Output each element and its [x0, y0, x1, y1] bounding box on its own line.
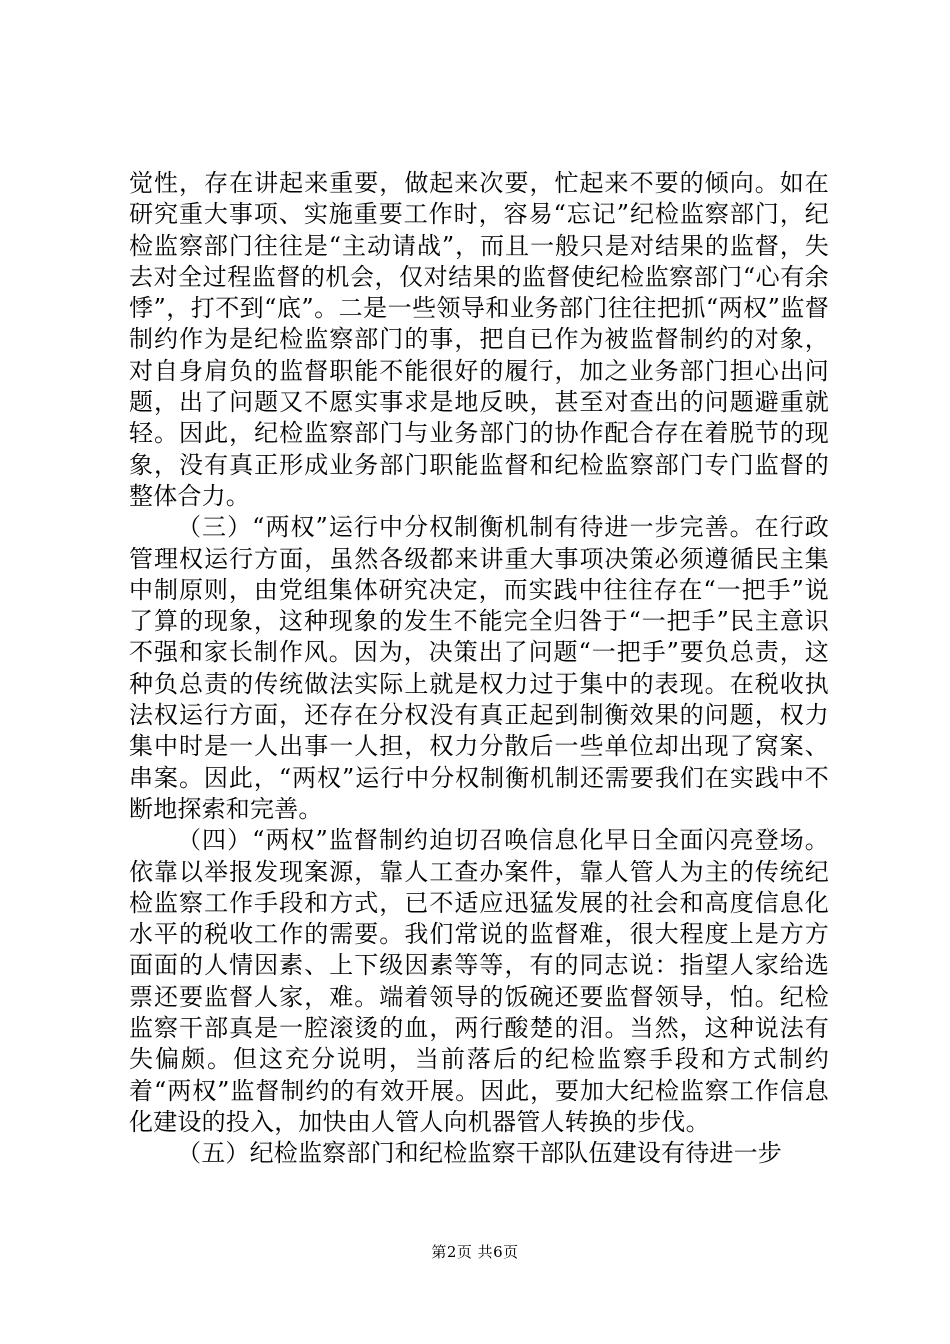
paragraph-continuation: 觉性，存在讲起来重要，做起来次要，忙起来不要的倾向。如在研究重大事项、实施重要工作时，容易“忘记”纪检监察部门，纪检监察部门往往是“主动请战”，而且一般只是对结果的监督，失去对全过程监督的机会，仅对结果的监督使纪检监察部门“心有余悸”，打不到“底”。二是一些领导和业务部门往往把抓“两权”监督制约作为是纪检监察部门的事，把自已作为被监督制约的对象，对自身肩负的监督职能不能很好的履行，加之业务部门担心出问题，出了问题又不愿实事求是地反映，甚至对查出的问题避重就轻。因此，纪检监察部门与业务部门的协作配合存在着脱节的现象，没有真正形成业务部门职能监督和纪检监察部门专门监督的整体合力。	[129, 169, 829, 510]
paragraph-section-5: （五）纪检监察部门和纪检监察干部队伍建设有待进一步	[177, 1139, 782, 1168]
page-number-footer: 第2页 共6页	[431, 1243, 519, 1261]
paragraph-section-3: （三）“两权”运行中分权制衡机制有待进一步完善。在行政管理权运行方面，虽然各级都来讲重大事项决策必须遵循民主集中制原则，由党组集体研究决定，而实践中往往存在“一把手”说了算的现象，这种现象的发生不能完全归咎于“一把手”民主意识不强和家长制作风。因为，决策出了问题“一把手”要负总责，这种负总责的传统做法实际上就是权力过于集中的表现。在税收执法权运行方面，还存在分权没有真正起到制衡效果的问题，权力集中时是一人出事一人担，权力分散后一些单位却出现了窝案、串案。因此，“两权”运行中分权制衡机制还需要我们在实践中不断地探索和完善。	[129, 513, 829, 823]
paragraph-section-4: （四）“两权”监督制约迫切召唤信息化早日全面闪亮登场。依靠以举报发现案源，靠人工查办案件，靠人管人为主的传统纪检监察工作手段和方式，已不适应迅猛发展的社会和高度信息化水平的税收工作的需要。我们常说的监督难，很大程度上是方方面面的人情因素、上下级因素等等，有的同志说：指望人家给选票还要监督人家，难。端着领导的饭碗还要监督领导，怕。纪检监察干部真是一腔滚烫的血，两行酸楚的泪。当然，这种说法有失偏颇。但这充分说明，当前落后的纪检监察手段和方式制约着“两权”监督制约的有效开展。因此，要加大纪检监察工作信息化建设的投入，加快由人管人向机器管人转换的步伐。	[129, 826, 829, 1136]
document-body	[129, 168, 829, 1170]
